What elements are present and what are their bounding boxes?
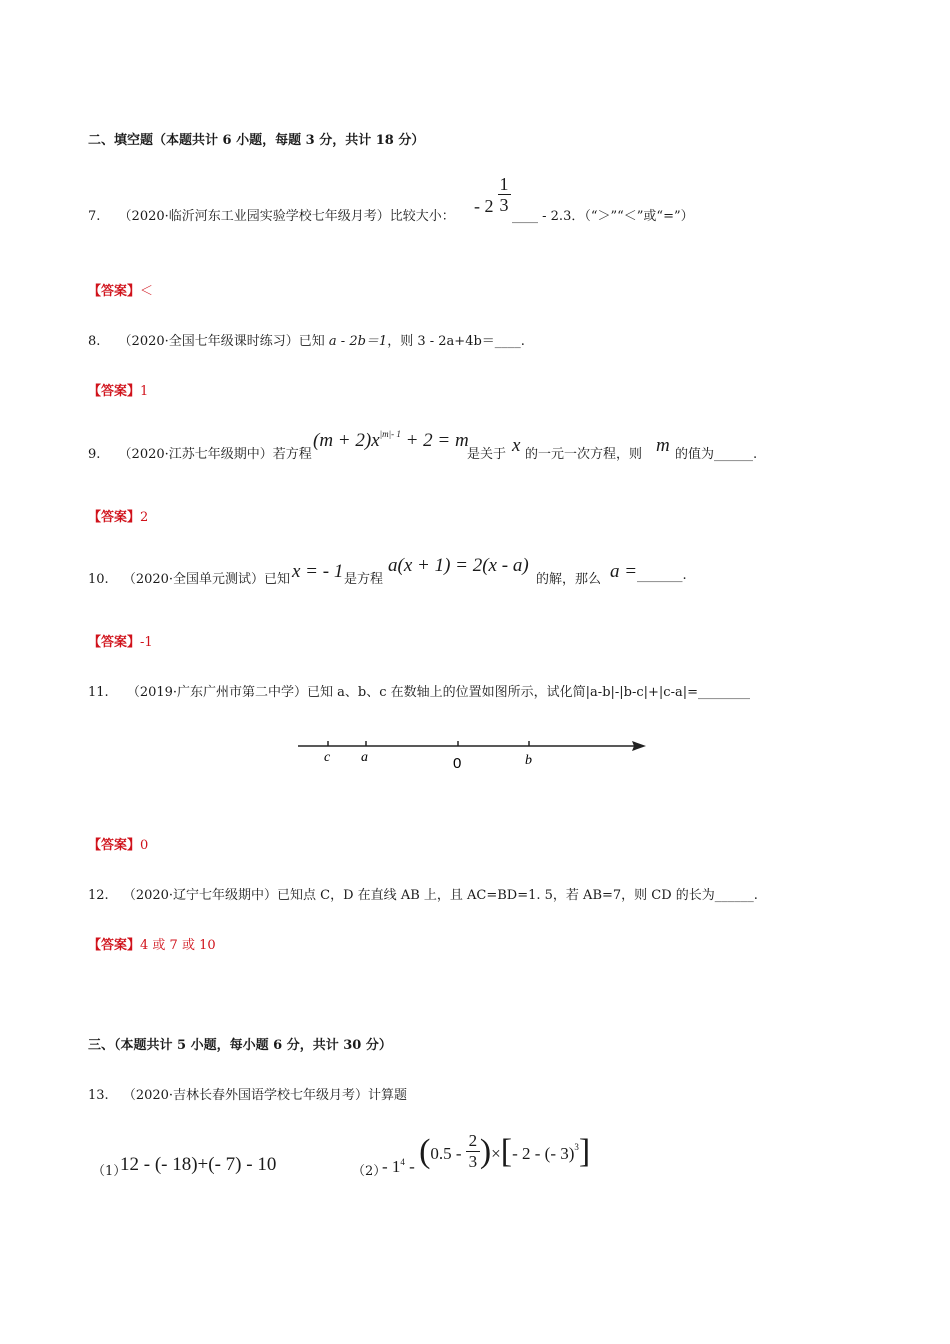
question-8: 8. （2020·全国七年级课时练习）已知 a - 2b＝1，则 3 - 2a+4b＝____. bbox=[88, 334, 525, 349]
question-7 bbox=[88, 205, 455, 224]
section-2-title: 二、填空题（本题共计 6 小题，每题 3 分，共计 18 分） bbox=[88, 133, 425, 148]
q9-rest-3: 的值为______. bbox=[675, 447, 758, 462]
question-source: （2020·临沂河东工业园实验学校七年级月考） bbox=[118, 209, 390, 224]
q9-rest-2: 的一元一次方程，则 bbox=[525, 447, 643, 462]
q8-answer: 【答案】1 bbox=[88, 384, 149, 399]
q10-blank: _______. bbox=[637, 568, 687, 583]
q10-expr3: a = bbox=[610, 561, 638, 582]
q9-equation: $(m + 2)x^{|m|- 1} + 2 = m$ bbox=[313, 429, 469, 451]
q13-part2-expr: - $1_4 - (0.5$ - $\frac{2}{3}$ )×[- 2 - (- 3)$^3$] bbox=[382, 1130, 591, 1176]
number-line bbox=[290, 728, 660, 774]
question-9: 9. （2020·江苏七年级期中）若方程 bbox=[88, 447, 312, 462]
q10-answer: 【答案】-1 bbox=[88, 635, 153, 650]
number-line-label-c: c bbox=[324, 750, 331, 765]
q10-expr1: x = - 1 bbox=[292, 561, 344, 582]
q10-text-b: 是方程 bbox=[344, 572, 384, 587]
q7-mixed-number: - 2 $\frac{1}{3}$ bbox=[474, 174, 509, 217]
question-13: 13. （2020·吉林长春外国语学校七年级月考）计算题 bbox=[88, 1088, 408, 1103]
q9-var-m: m bbox=[656, 435, 670, 456]
q7-rest: ____ - 2.3．（“＞”“＜”或“=”） bbox=[512, 209, 694, 224]
q9-answer: 【答案】2 bbox=[88, 510, 149, 525]
q7-answer: 【答案】＜ bbox=[88, 284, 154, 299]
question-12: 12. （2020·辽宁七年级期中）已知点 C，D 在直线 AB 上，且 AC=BD=1. 5，若 AB=7，则 CD 的长为______. bbox=[88, 888, 758, 903]
q10-expr2: a(x + 1) = 2(x - a) bbox=[388, 555, 529, 576]
question-number: 7. bbox=[88, 209, 101, 224]
q13-part2-label: （2） bbox=[352, 1164, 387, 1179]
q9-rest: 是关于 bbox=[467, 447, 507, 462]
question-11: 11. （2019·广东广州市第二中学）已知 a、b、c 在数轴上的位置如图所示，试化简|a-b|-|b-c|+|c-a|=________ bbox=[88, 685, 751, 700]
number-line-label-a: a bbox=[361, 750, 368, 765]
q9-var-x: x bbox=[512, 435, 521, 456]
q12-answer: 【答案】4 或 7 或 10 bbox=[88, 938, 216, 953]
question-text: 比较大小： bbox=[389, 209, 455, 224]
q13-part1-expr: 12 - (- 18)+(- 7) - 10 bbox=[120, 1154, 277, 1175]
section-3-title: 三、（本题共计 5 小题，每小题 6 分，共计 30 分） bbox=[88, 1038, 392, 1053]
question-10: 10. （2020·全国单元测试）已知 bbox=[88, 572, 291, 587]
q10-text-c: 的解，那么 bbox=[536, 572, 602, 587]
number-line-label-zero: 0 bbox=[453, 755, 462, 772]
number-line-label-b: b bbox=[525, 753, 532, 768]
q13-part1-label: （1） bbox=[92, 1164, 127, 1179]
q11-answer: 【答案】0 bbox=[88, 838, 149, 853]
